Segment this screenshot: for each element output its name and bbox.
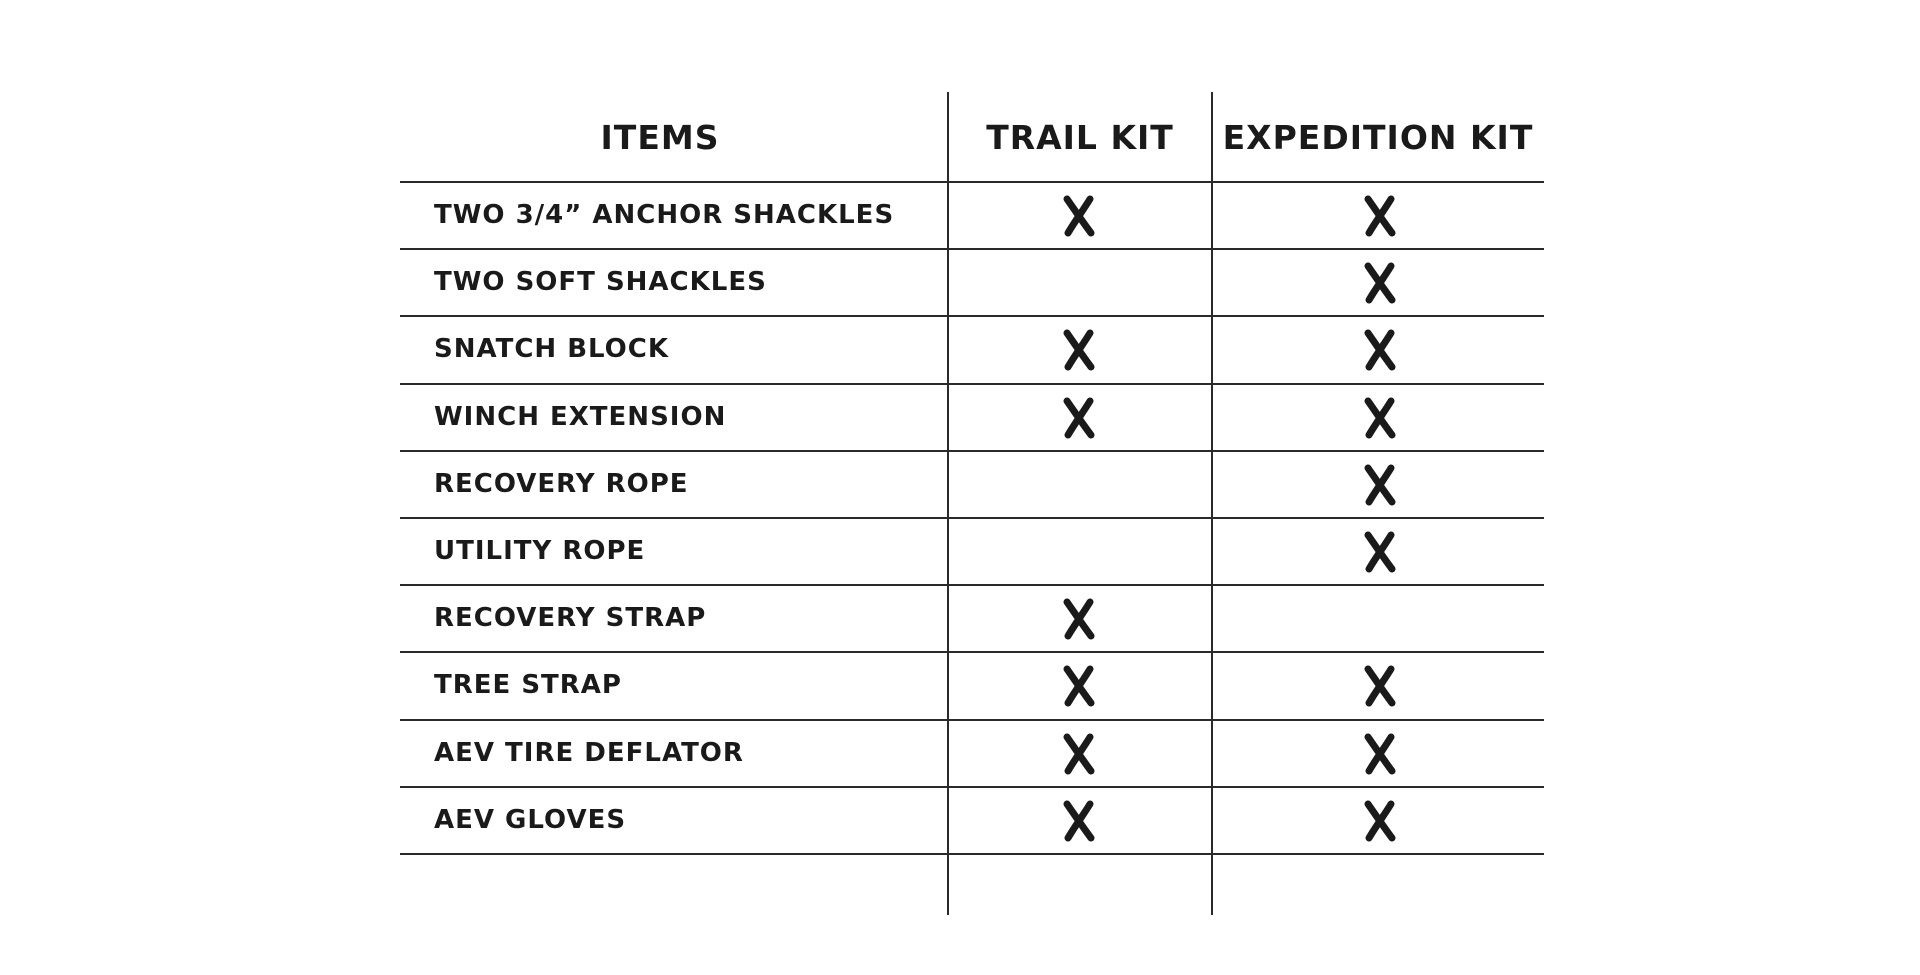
item-label: RECOVERY STRAP (434, 603, 707, 634)
x-mark-icon (1363, 531, 1397, 573)
x-mark-icon (1363, 397, 1397, 439)
item-label: TWO 3/4” ANCHOR SHACKLES (434, 200, 895, 230)
row-divider (400, 853, 1544, 855)
x-mark-icon (1363, 665, 1397, 707)
header-trail-kit: TRAIL KIT (986, 118, 1174, 157)
x-mark-icon (1062, 195, 1096, 237)
item-label: RECOVERY ROPE (434, 468, 689, 499)
x-mark-icon (1363, 733, 1397, 775)
x-mark-icon (1062, 397, 1096, 439)
item-label: SNATCH BLOCK (434, 334, 670, 365)
header-items: ITEMS (600, 118, 720, 157)
x-mark-icon (1363, 800, 1397, 842)
x-mark-icon (1062, 733, 1096, 775)
item-label: UTILITY ROPE (434, 536, 646, 566)
item-label: AEV TIRE DEFLATOR (434, 737, 744, 768)
item-label: WINCH EXTENSION (434, 401, 727, 432)
x-mark-icon (1363, 195, 1397, 237)
item-label: AEV GLOVES (434, 804, 627, 835)
column-divider-left (947, 92, 949, 915)
header-expedition-kit: EXPEDITION KIT (1222, 118, 1534, 157)
x-mark-icon (1062, 800, 1096, 842)
x-mark-icon (1363, 464, 1397, 506)
item-label: TREE STRAP (434, 670, 622, 701)
x-mark-icon (1363, 329, 1397, 371)
x-mark-icon (1363, 262, 1397, 304)
column-divider-right (1211, 92, 1213, 915)
x-mark-icon (1062, 665, 1096, 707)
x-mark-icon (1062, 598, 1096, 640)
x-mark-icon (1062, 329, 1096, 371)
item-label: TWO SOFT SHACKLES (434, 267, 767, 298)
